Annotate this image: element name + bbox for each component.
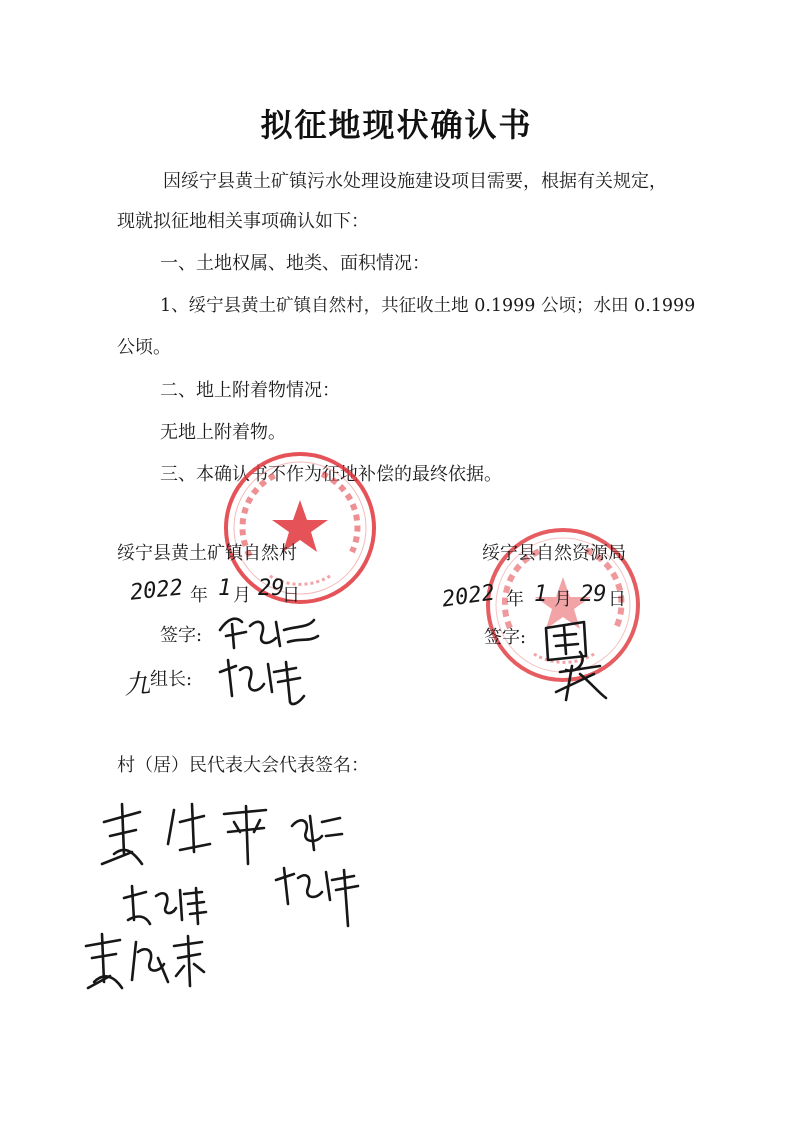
right-date-month-unit: 月 (554, 589, 572, 610)
left-date-day: 29 (258, 576, 285, 601)
right-date-month: 1 (534, 582, 548, 607)
right-date-day: 29 (580, 582, 607, 607)
paragraph-1-line-1: 因绥宁县黄土矿镇污水处理设施建设项目需要，根据有关规定， (163, 171, 667, 192)
item-1-line-1: 1、绥宁县黄土矿镇自然村，共征收土地 0.1999 公顷；水田 0.1999 (160, 296, 696, 316)
representative-signature-3 (118, 880, 208, 930)
right-date-year-unit: 年 (506, 589, 524, 610)
left-date-year: 2022 (128, 575, 185, 606)
left-date-day-unit: 日 (282, 585, 300, 606)
right-date-year: 2022 (440, 580, 497, 613)
right-signature-scribble (536, 612, 616, 706)
group-number: 九 (123, 669, 152, 701)
document-title: 拟征地现状确认书 (260, 106, 533, 144)
left-date-month-unit: 月 (233, 585, 251, 606)
left-sign-label: 签字: (160, 625, 203, 646)
section-3-heading: 三、本确认书不作为征地补偿的最终依据。 (160, 464, 502, 485)
paragraph-1-line-2: 现就拟征地相关事项确认如下： (117, 211, 369, 232)
left-date-month: 1 (218, 576, 232, 601)
representatives-label: 村（居）民代表大会代表签名： (117, 755, 369, 776)
representative-signature-4 (80, 928, 210, 994)
left-date-year-unit: 年 (190, 585, 208, 606)
right-party-name: 绥宁县自然资源局 (482, 543, 626, 564)
representative-signature-2 (270, 862, 370, 932)
group-leader-signature (214, 652, 314, 708)
left-party-name: 绥宁县黄土矿镇自然村 (117, 543, 297, 564)
section-2-heading: 二、地上附着物情况： (160, 380, 340, 401)
right-date-day-unit: 日 (608, 589, 626, 610)
group-leader-label: 组长: (150, 669, 193, 690)
section-1-heading: 一、土地权属、地类、面积情况： (160, 253, 430, 274)
item-1-line-2: 公顷。 (117, 337, 171, 358)
left-signature-scribble (214, 608, 324, 654)
section-2-body: 无地上附着物。 (160, 422, 286, 443)
right-sign-label: 签字: (484, 627, 527, 648)
